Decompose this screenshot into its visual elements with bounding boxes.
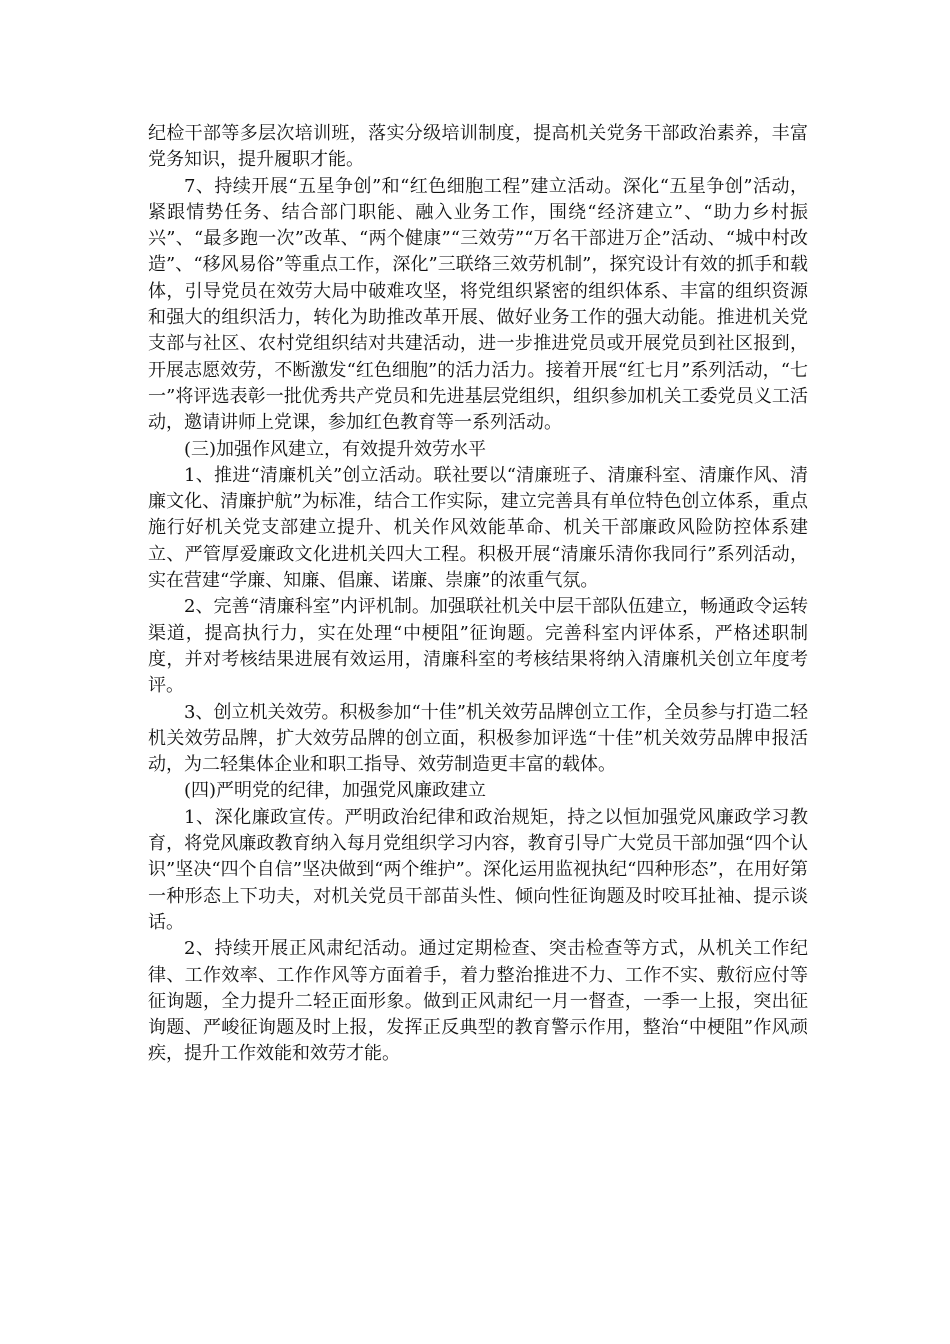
section-heading-3: (三)加强作风建立，有效提升效劳水平 <box>184 438 487 460</box>
paragraph-item-3-organ-service: 3、创立机关效劳。积极参加“十佳”机关效劳品牌创立工作，全员参与打造二轻机关效劳品牌，扩大效劳品牌的创立面，积极参加评选“十佳”机关效劳品牌申报活动，为二轻集体企业和职工指导、效劳制造更丰富的载体。 <box>148 701 808 776</box>
paragraph-item-2-clean-office: 2、完善“清廉科室”内评机制。加强联社机关中层干部队伍建立，畅通政令运转渠道，提高执行力，实在处理“中梗阻”征询题。完善科室内评体系，严格述职制度，并对考核结果进展有效运用，清廉科室的考核结果将纳入清廉机关创立年度考评。 <box>148 596 808 697</box>
paragraph-item-7-five-star: 7、持续开展“五星争创”和“红色细胞工程”建立活动。深化“五星争创”活动，紧跟情势任务、结合部门职能、融入业务工作，围绕“经济建立”、“助力乡村振兴”、“最多跑一次”改革、“两个健康”“三效劳”“万名干部进万企”活动、“城中村改造”、“移风易俗”等重点工作，深化”三联络三效劳机制”，探究设计有效的抓手和载体，引导党员在效劳大局中破难攻坚，将党组织紧密的组织体系、丰富的组织资源和强大的组织活力，转化为助推改革开展、做好业务工作的强大动能。推进机关党支部与社区、农村党组织结对共建活动，进一步推进党员或开展党员到社区报到，开展志愿效劳，不断激发“红色细胞”的活力活力。接着开展“红七月”系列活动，“七一”将评选表彰一批优秀共产党员和先进基层党组织，组织参加机关工委党员义工活动，邀请讲师上党课，参加红色教育等一系列活动。 <box>148 175 808 434</box>
paragraph-training-continuation: 纪检干部等多层次培训班，落实分级培训制度，提高机关党务干部政治素养，丰富党务知识，提升履职才能。 <box>148 123 808 171</box>
document-body <box>148 121 808 1068</box>
paragraph-item-1-clean-organ: 1、推进“清廉机关”创立活动。联社要以“清廉班子、清廉科室、清廉作风、清廉文化、清廉护航”为标准，结合工作实际，建立完善具有单位特色创立体系，重点施行好机关党支部建立提升、机关作风效能革命、机关干部廉政风险防控体系建立、严管厚爱廉政文化进机关四大工程。积极开展“清廉乐清你我同行”系列活动，实在营建“学廉、知廉、倡廉、诺廉、崇廉”的浓重气氛。 <box>148 464 808 592</box>
section-heading-4: (四)严明党的纪律，加强党风廉政建立 <box>184 780 487 802</box>
paragraph-item-2-discipline-activity: 2、持续开展正风肃纪活动。通过定期检查、突击检查等方式，从机关工作纪律、工作效率、工作作风等方面着手，着力整治推进不力、工作不实、敷衍应付等征询题，全力提升二轻正面形象。做到正风肃纪一月一督查，一季一上报，突出征询题、严峻征询题及时上报，发挥正反典型的教育警示作用，整治“中梗阻”作风顽疾，提升工作效能和效劳才能。 <box>148 938 808 1065</box>
paragraph-item-1-integrity-publicity: 1、深化廉政宣传。严明政治纪律和政治规矩，持之以恒加强党风廉政学习教育，将党风廉政教育纳入每月党组织学习内容，教育引导广大党员干部加强“四个认识”坚决“四个自信”坚决做到“两个维护”。深化运用监视执纪“四种形态”，在用好第一种形态上下功夫，对机关党员干部苗头性、倾向性征询题及时咬耳扯袖、提示谈话。 <box>148 806 808 933</box>
